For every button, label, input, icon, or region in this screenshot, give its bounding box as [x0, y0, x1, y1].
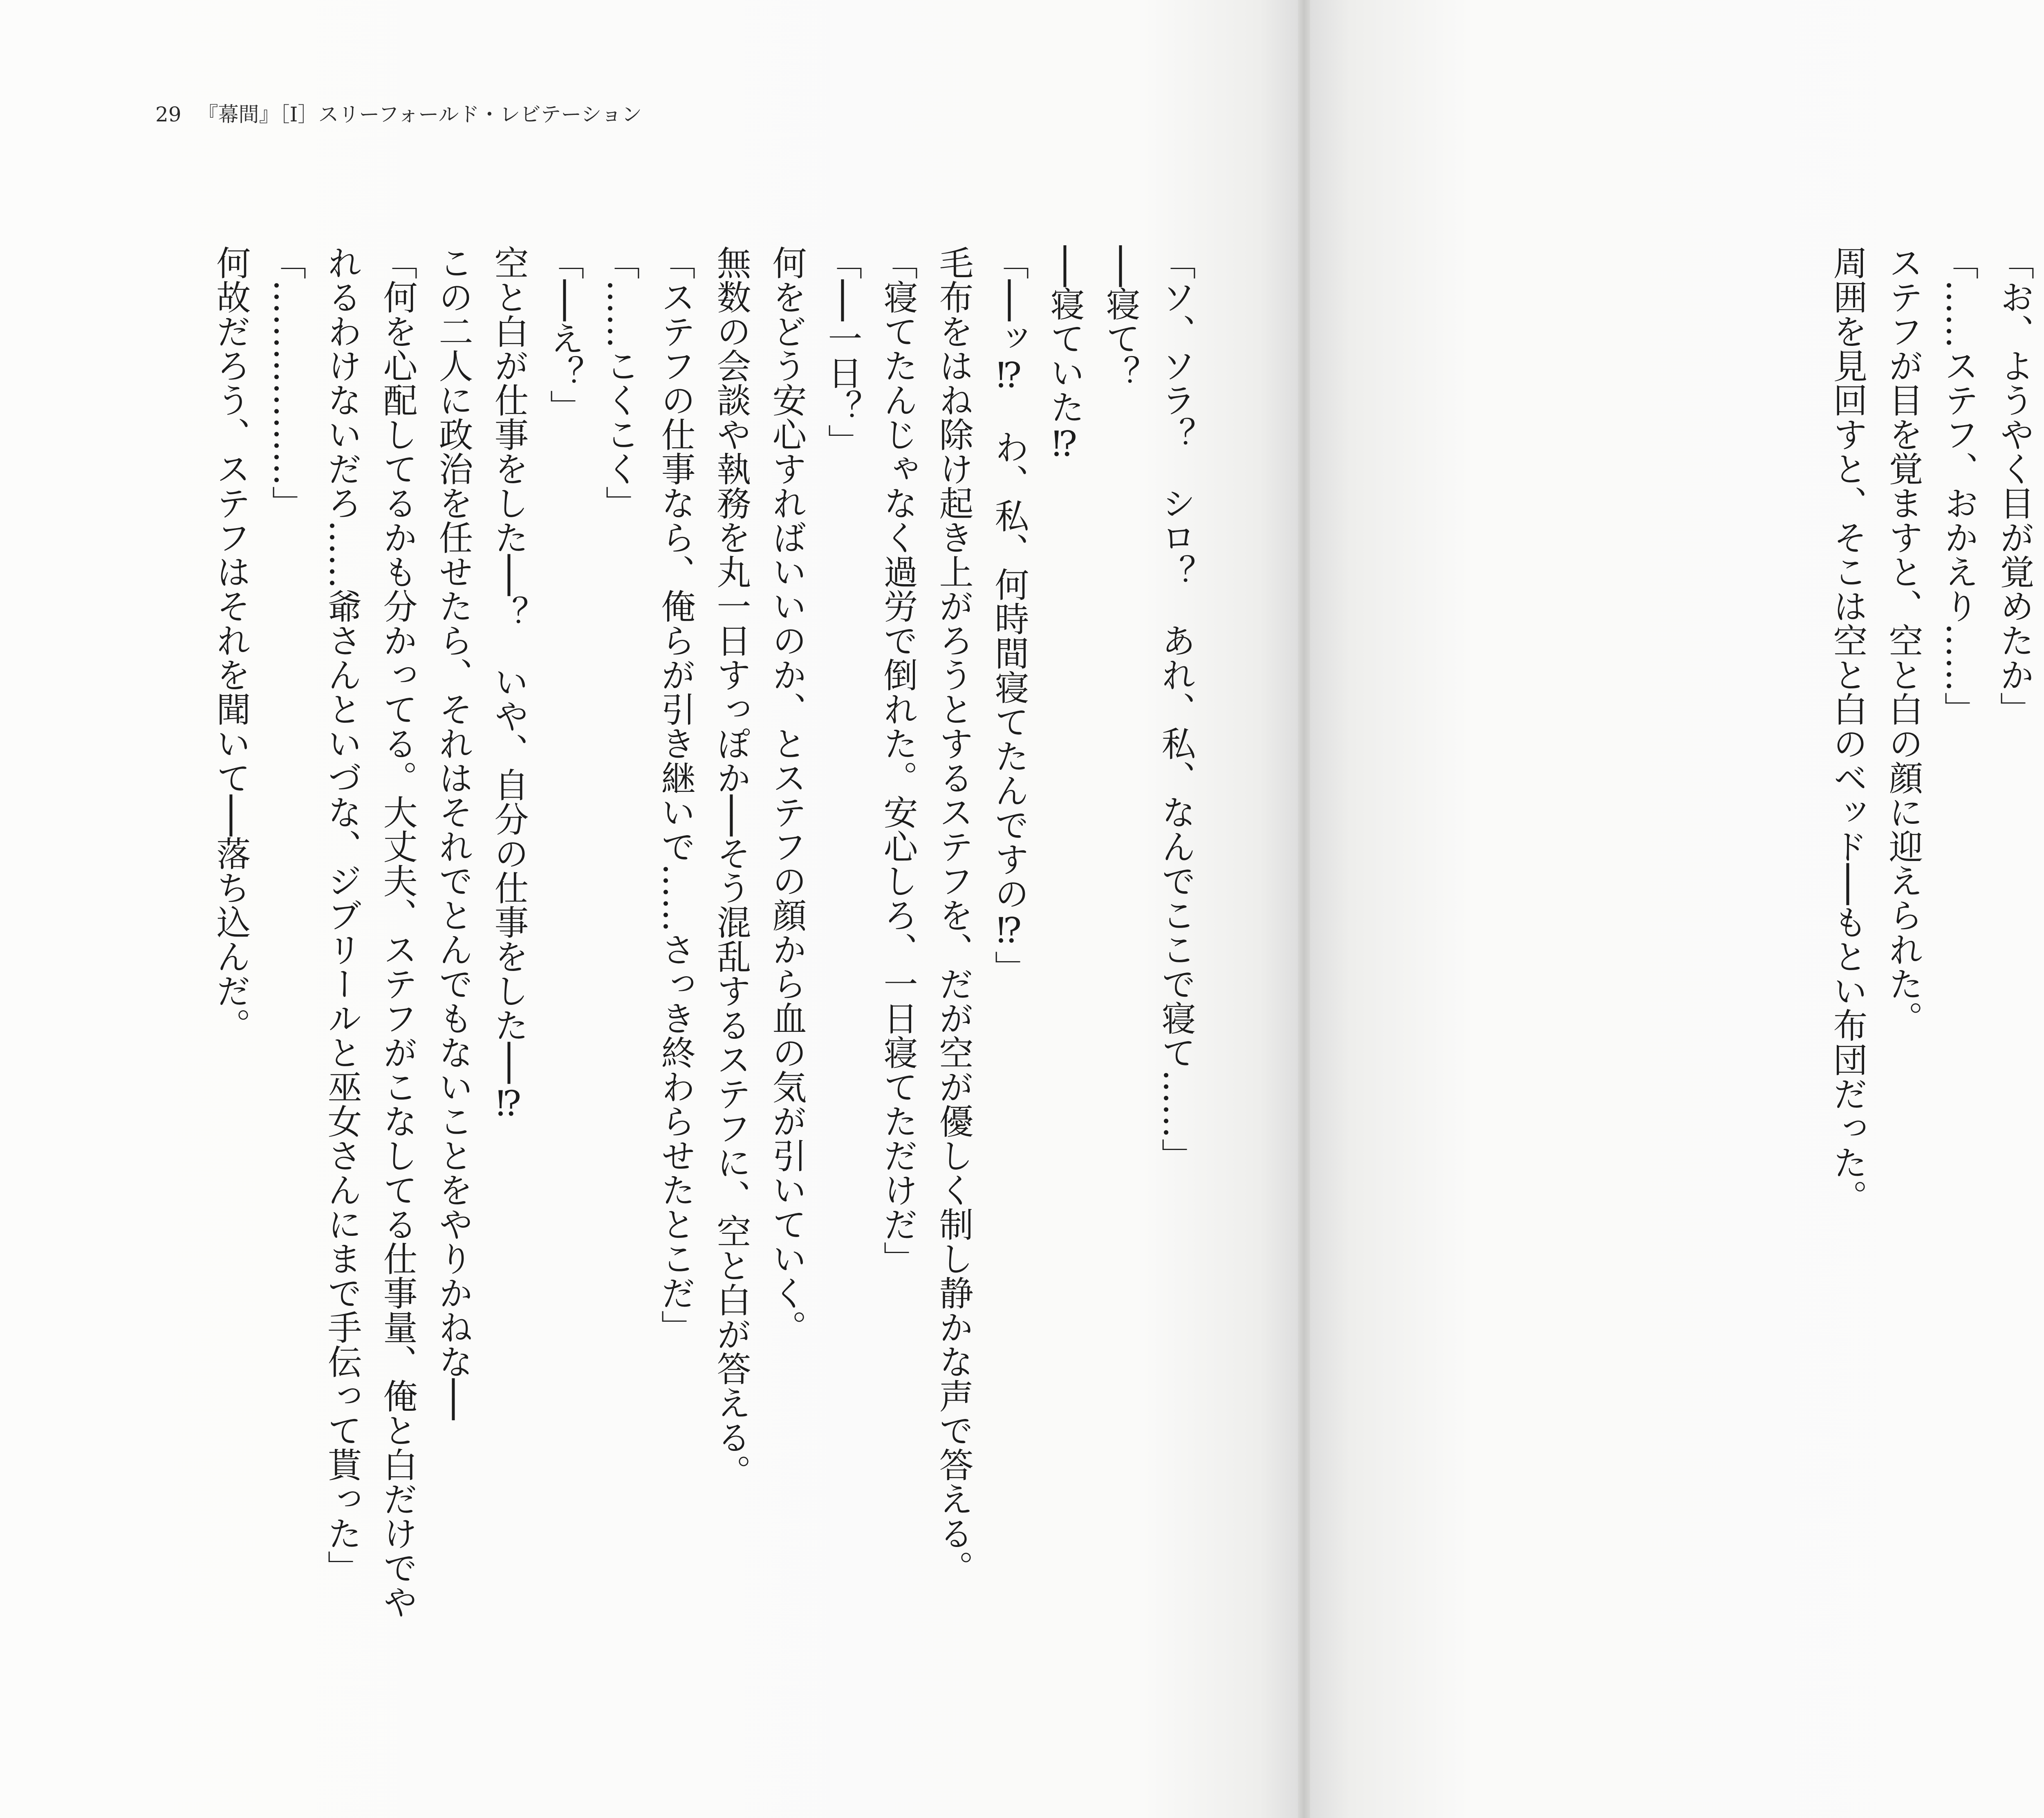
- right-body-text: [1414, 245, 2044, 1758]
- left-page-number: 29: [155, 103, 182, 126]
- text-line: ──寝て？: [1100, 245, 1141, 390]
- book-gutter: [1298, 0, 1310, 1818]
- text-line: 「寝てたんじゃなく過労で倒れた。安心しろ、一日寝てただけだ」: [878, 245, 918, 1276]
- text-line: 「………………」: [267, 245, 307, 520]
- left-running-head: [155, 98, 642, 128]
- text-line: 「──え？」: [545, 245, 585, 424]
- text-line: ステフが目を覚ますと、空と白の顔に迎えられた。: [1883, 245, 1923, 1035]
- text-line: 何をどう安心すればいいのか、とステフの顔から血の気が引いていく。: [767, 245, 807, 1344]
- text-line: 周囲を見回すと、そこは空と白のベッド──もとい布団だった。: [1828, 245, 1868, 1214]
- text-line: 「──一日？」: [823, 245, 863, 459]
- text-line: 「お、ようやく目が覚めたか」: [1995, 245, 2035, 726]
- text-line: 毛布をはね除け起き上がろうとするステフを、だが空が優しく制し静かな声で答える。: [934, 245, 974, 1585]
- text-line: 「ステフの仕事なら、俺らが引き継いで……さっき終わらせたとこだ」: [656, 245, 696, 1344]
- text-line: 無数の会談や執務を丸一日すっぽか──そう混乱するステフに、空と白が答える。: [711, 245, 751, 1489]
- text-line: [2042, 245, 2044, 1758]
- text-line: 「ソ、ソラ？ シロ？ あれ、私、なんでここで寝て……」: [1156, 245, 1196, 1172]
- text-line: 何故だろう、ステフはそれを聞いて──落ち込んだ。: [211, 245, 251, 1042]
- text-line: この二人に政治を任せたら、それはそれでとんでもないことをやりかねな──: [433, 245, 473, 1420]
- text-line: 「……こくこく」: [600, 245, 640, 520]
- text-line: 「……ステフ、おかえり……」: [1939, 245, 1979, 726]
- text-line: 「──ッ⁉ わ、私、何時間寝てたんですの⁉」: [989, 245, 1029, 985]
- text-line: 「何を心配してるかも分かってる。大丈夫、ステフがこなしてる仕事量、俺と白だけでや: [378, 245, 418, 1619]
- chapter-title: 『幕間』［Ⅰ］スリーフォールド・レビテーション: [197, 103, 642, 126]
- text-line: れるわけないだろ……爺さんといづな、ジブリールと巫女さんにまで手伝って貰った」: [322, 245, 362, 1585]
- left-body-text: [157, 245, 1204, 1758]
- text-line: ──寝ていた⁉: [1045, 245, 1085, 464]
- text-line: 空と白が仕事をした──？ いや、自分の仕事をした──⁉: [489, 245, 529, 1124]
